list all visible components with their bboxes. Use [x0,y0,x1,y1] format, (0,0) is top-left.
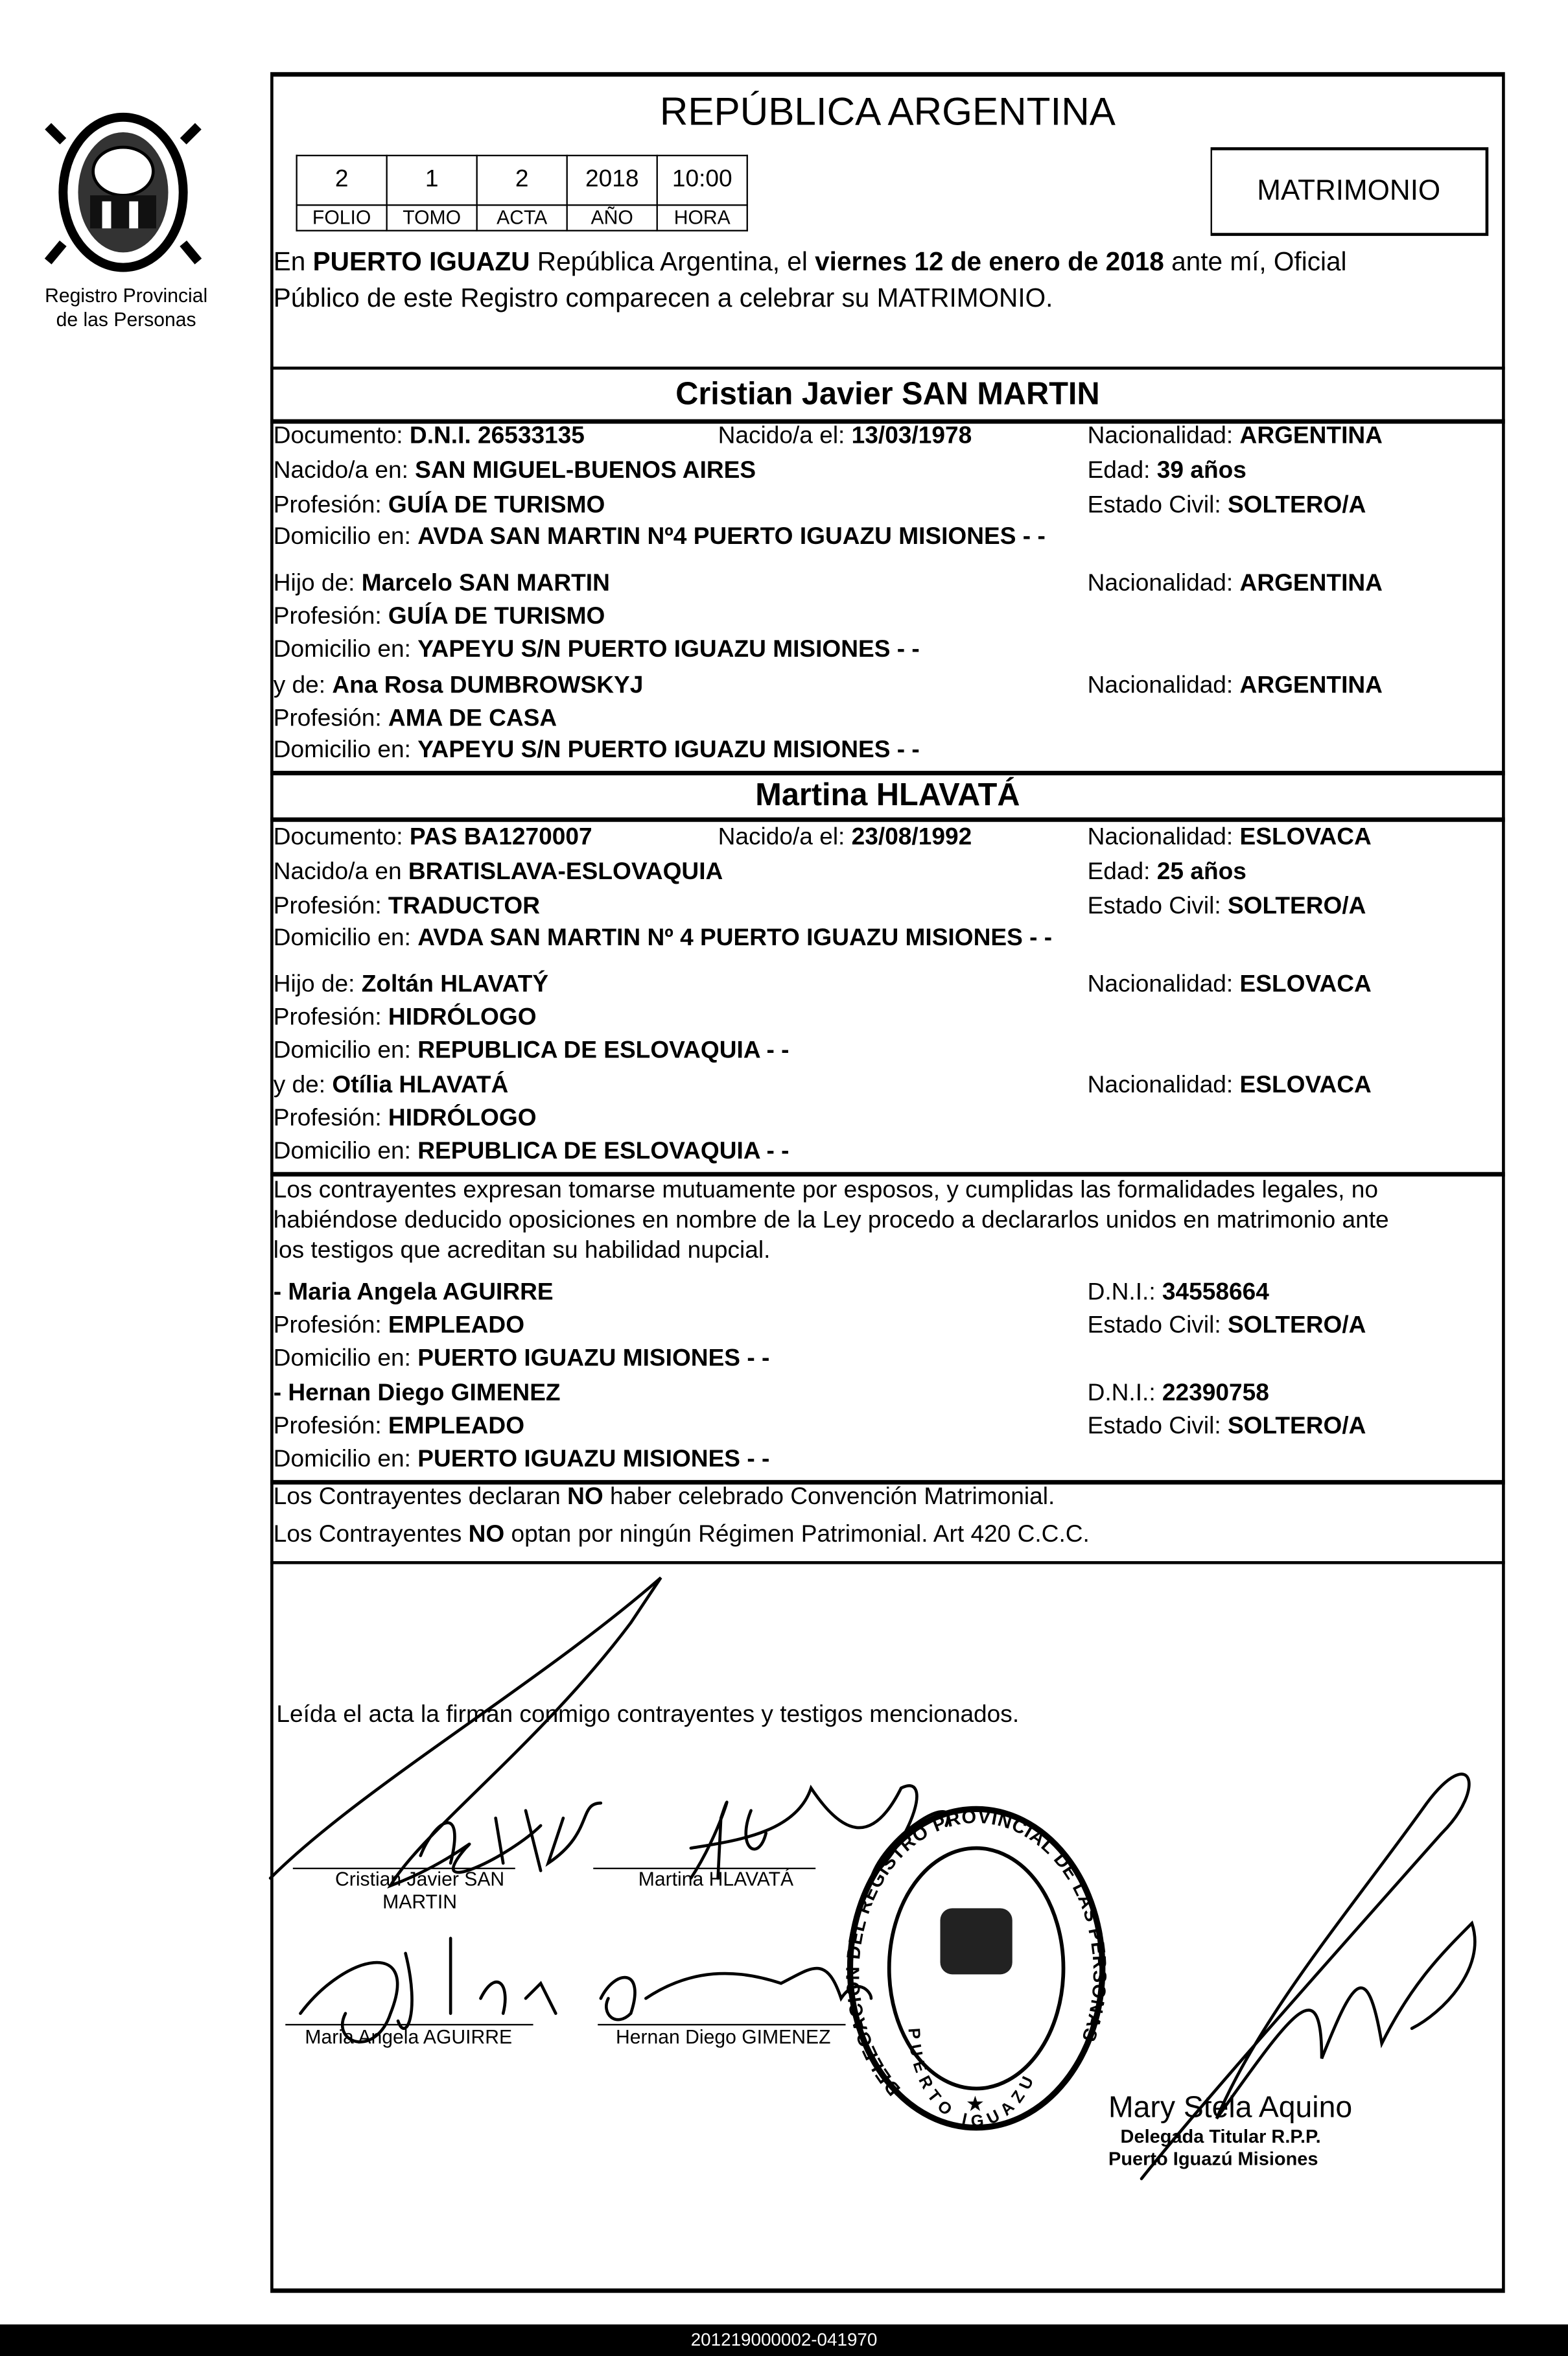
spouse2-birthdate: Nacido/a el: 23/08/1992 [718,825,972,851]
witness2-signature [601,1968,871,2020]
hour-value: 10:00 [657,156,747,205]
spouse2-father-nationality: Nacionalidad: ESLOVACA [1087,972,1372,998]
intro-part: En [273,246,313,277]
divider [270,771,1505,775]
spouse1-civil-status: Estado Civil: SOLTERO/A [1087,493,1366,519]
logo-caption-line1: Registro Provincial [45,284,208,307]
spouse1-age: Edad: 39 años [1087,458,1246,484]
witness2-address: Domicilio en: PUERTO IGUAZU MISIONES - - [273,1446,770,1473]
spouse1-father-address: Domicilio en: YAPEYU S/N PUERTO IGUAZU MISIONES - - [273,637,920,663]
document-title: REPÚBLICA ARGENTINA [659,88,1116,134]
intro-date: viernes 12 de enero de 2018 [815,246,1164,277]
witness1-signature-label: Maria Angela AGUIRRE [305,2025,513,2048]
declaration-line: los testigos que acreditan su habilidad nupcial. [273,1238,771,1264]
witness2-civil-status: Estado Civil: SOLTERO/A [1087,1413,1366,1440]
spouse2-birthplace: Nacido/a en BRATISLAVA-ESLOVAQUIA [273,859,723,886]
witness2-signature-label: Hernan Diego GIMENEZ [616,2025,831,2048]
spouse2-mother: y de: Otília HLAVATÁ [273,1072,509,1099]
spouse1-nationality: Nacionalidad: ARGENTINA [1087,423,1383,449]
spouse2-nationality: Nacionalidad: ESLOVACA [1087,825,1372,851]
witness1-civil-status: Estado Civil: SOLTERO/A [1087,1313,1366,1339]
witness1-dni: D.N.I.: 34558664 [1087,1280,1269,1306]
spouse1-profession: Profesión: GUÍA DE TURISMO [273,493,605,519]
logo-caption [21,284,231,332]
officer-place: Puerto Iguazú Misiones [1108,2149,1318,2170]
witness1-profession: Profesión: EMPLEADO [273,1313,525,1339]
witness2-dni: D.N.I.: 22390758 [1087,1380,1269,1407]
divider [270,1480,1505,1484]
registry-fields-table [296,155,747,231]
spouse2-mother-nationality: Nacionalidad: ESLOVACA [1087,1072,1372,1099]
footer-document-code: 201219000002-041970 [0,2324,1568,2356]
year-value: 2018 [567,156,657,205]
spouse1-father-nationality: Nacionalidad: ARGENTINA [1087,571,1383,597]
spouse1-signature [270,1577,661,1885]
spouse2-age: Edad: 25 años [1087,859,1246,886]
closing-text: Leída el acta la firman conmigo contrayentes y testigos mencionados. [276,1702,1020,1728]
declaration-line: Los contrayentes expresan tomarse mutuamente por esposos, y cumplidas las formalidades legales, no [273,1177,1378,1204]
officer-name: Mary Stela Aquino [1108,2091,1353,2125]
spouse1-signature-label: Cristian Javier SAN MARTIN [335,1867,505,1913]
hour-label: HORA [657,205,747,230]
divider [270,1172,1505,1176]
divider [270,366,1505,368]
acta-value: 2 [477,156,567,205]
logo-caption-line2: de las Personas [56,308,196,331]
spouse1-mother: y de: Ana Rosa DUMBROWSKYJ [273,673,644,699]
acta-label: ACTA [477,205,567,230]
spouse2-father-profession: Profesión: HIDRÓLOGO [273,1005,537,1031]
spouse2-mother-profession: Profesión: HIDRÓLOGO [273,1105,537,1132]
witness1-name: - Maria Angela AGUIRRE [273,1280,554,1306]
witness2-name: - Hernan Diego GIMENEZ [273,1380,561,1407]
spouse1-mother-profession: Profesión: AMA DE CASA [273,706,557,732]
witness2-profession: Profesión: EMPLEADO [273,1413,525,1440]
intro-text [274,243,1347,315]
folio-value: 2 [297,156,387,205]
intro-part: República Argentina, el [530,246,815,277]
spouse2-address: Domicilio en: AVDA SAN MARTIN Nº 4 PUERTO IGUAZU MISIONES - - [273,925,1053,952]
stamp-star-icon: ★ [965,2091,985,2117]
spouse1-mother-address: Domicilio en: YAPEYU S/N PUERTO IGUAZU MISIONES - - [273,737,920,764]
spouse1-birthdate: Nacido/a el: 13/03/1978 [718,423,972,449]
convention-statement: Los Contrayentes declaran NO haber celebrado Convención Matrimonial. [273,1484,1055,1511]
divider [270,818,1505,821]
divider [270,419,1505,423]
tomo-value: 1 [387,156,477,205]
tomo-label: TOMO [387,205,477,230]
declaration-text [274,1177,1389,1267]
spouse2-signature [691,1785,948,1878]
spouse1-father-profession: Profesión: GUÍA DE TURISMO [273,604,605,630]
witness1-address: Domicilio en: PUERTO IGUAZU MISIONES - - [273,1346,770,1372]
year-label: AÑO [567,205,657,230]
spouse1-name-heading: Cristian Javier SAN MARTIN [675,377,1100,412]
spouse2-mother-address: Domicilio en: REPUBLICA DE ESLOVAQUIA - - [273,1138,790,1165]
spouse2-civil-status: Estado Civil: SOLTERO/A [1087,893,1366,920]
spouse1-father: Hijo de: Marcelo SAN MARTIN [273,571,610,597]
declaration-line: habiéndose deducido oposiciones en nombre de la Ley procedo a declararlos unidos en matrimonio ante [273,1208,1389,1234]
spouse2-name-heading: Martina HLAVATÁ [755,778,1020,813]
intro-part: ante mí, Oficial [1164,246,1347,277]
spouse1-mother-nationality: Nacionalidad: ARGENTINA [1087,673,1383,699]
spouse2-profession: Profesión: TRADUCTOR [273,893,541,920]
stamp-inner-text: PUERTO IGUAZU [904,2027,1040,2131]
spouse1-birthplace: Nacido/a en: SAN MIGUEL-BUENOS AIRES [273,458,756,484]
misiones-province-crest-logo [36,112,216,280]
spouse1-address: Domicilio en: AVDA SAN MARTIN Nº4 PUERTO IGUAZU MISIONES - - [273,524,1046,550]
regime-statement: Los Contrayentes NO optan por ningún Régimen Patrimonial. Art 420 C.C.C. [273,1522,1090,1548]
officer-title: Delegada Titular R.P.P. [1120,2126,1321,2147]
act-type-box: MATRIMONIO [1211,147,1489,236]
witness1-signature [300,1938,556,2042]
spouse2-document: Documento: PAS BA1270007 [273,825,592,851]
intro-line2: Público de este Registro comparecen a celebrar su MATRIMONIO. [273,282,1053,313]
spouse2-father: Hijo de: Zoltán HLAVATÝ [273,972,549,998]
folio-label: FOLIO [297,205,387,230]
intro-place: PUERTO IGUAZU [312,246,530,277]
spouse2-signature-label: Martina HLAVATÁ [638,1867,794,1891]
stamp-outer-text: DELEGACION DEL REGISTRO PROVINCIAL DE LAS PERSONAS [843,1806,1110,2100]
spouse2-father-address: Domicilio en: REPUBLICA DE ESLOVAQUIA - - [273,1038,790,1064]
spouse1-document: Documento: D.N.I. 26533135 [273,423,585,449]
